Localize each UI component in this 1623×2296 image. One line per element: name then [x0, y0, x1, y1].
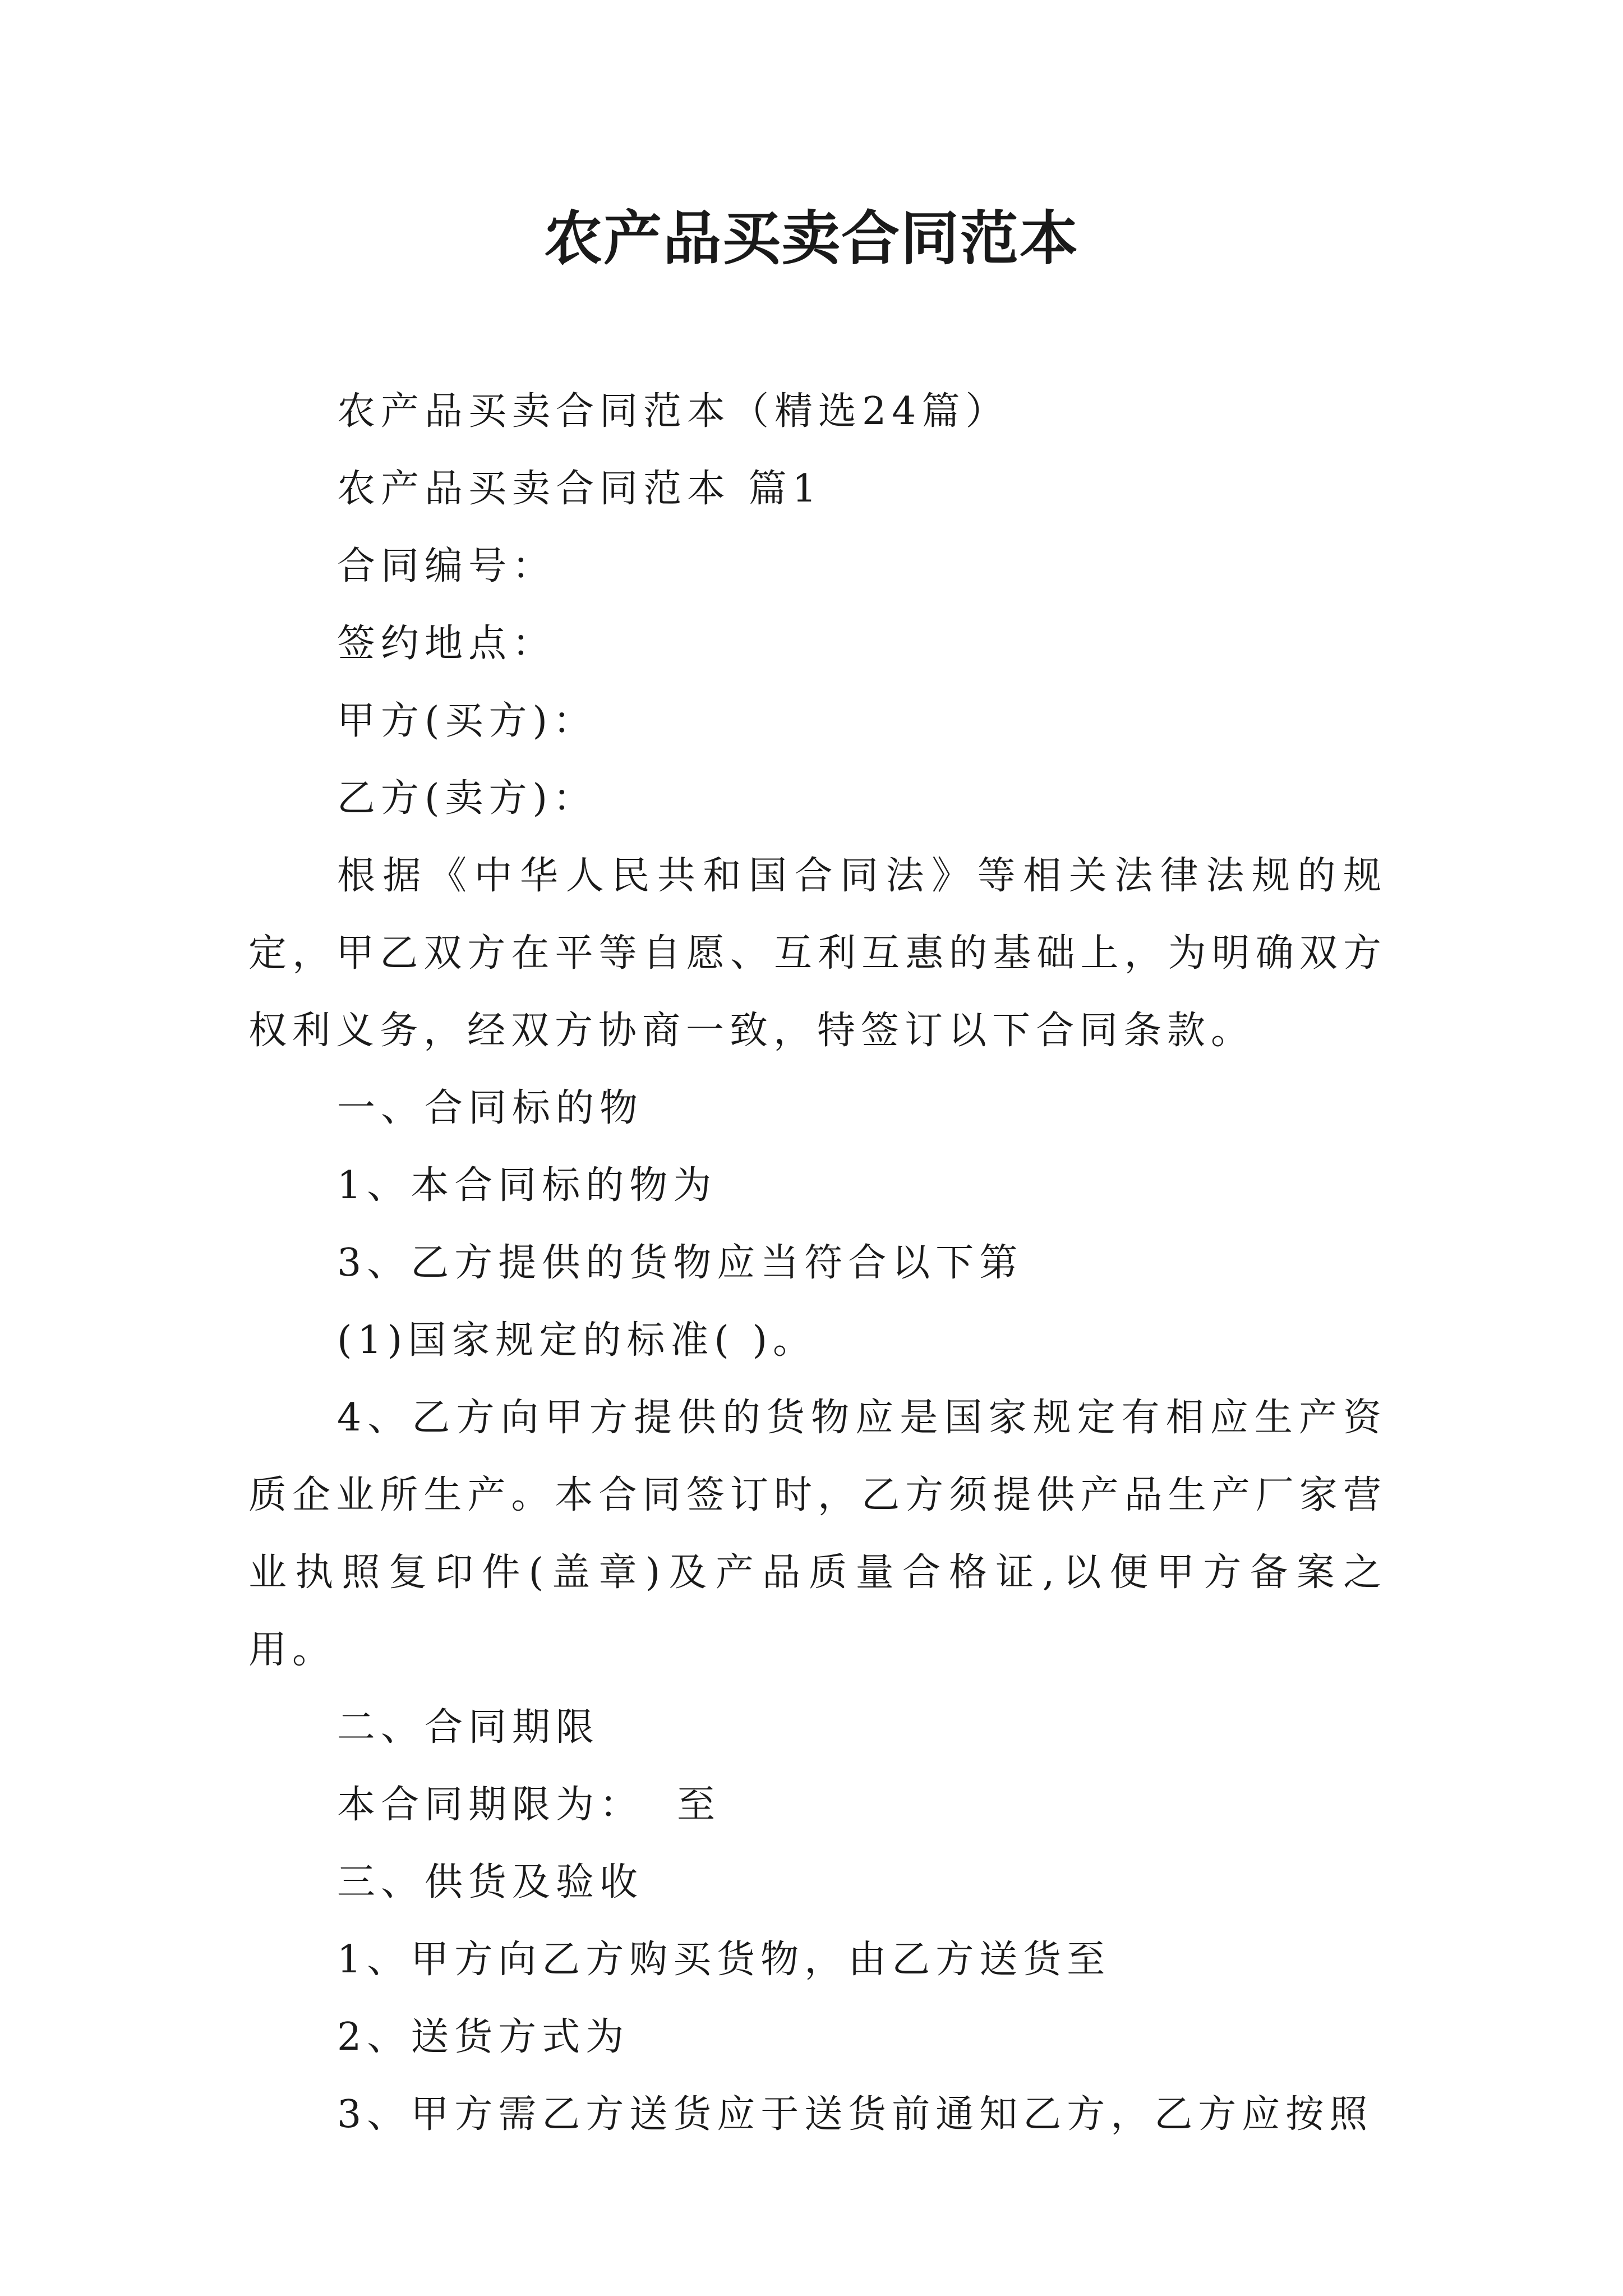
paragraph-preamble: 根据《中华人民共和国合同法》等相关法律法规的规定，甲乙双方在平等自愿、互利互惠的基础上，为明确双方权利义务，经双方协商一致，特签订以下合同条款。 [248, 854, 1387, 1053]
term-to: 至 [677, 1783, 721, 1827]
paragraph-clause: 2、送货方式为 [337, 2015, 630, 2059]
paragraph-clause: (1)国家规定的标准( )。 [337, 1318, 817, 1363]
paragraph-clause: 3、乙方提供的货物应当符合以下第 [337, 1241, 1023, 1285]
paragraph-party-b: 乙方(卖方)： [337, 776, 597, 821]
document-title: 农产品买卖合同范本 [543, 204, 1079, 273]
paragraph-section-heading: 农产品买卖合同范本 篇1 [337, 467, 822, 511]
paragraph-clause: 3、甲方需乙方送货应于送货前通知乙方，乙方应按照 [337, 2092, 1373, 2137]
document-body [248, 373, 1387, 2154]
paragraph-clause: 1、甲方向乙方购买货物，由乙方送货至 [337, 1938, 1111, 1982]
paragraph-clause: 4、乙方向甲方提供的货物应是国家规定有相应生产资质企业所生产。本合同签订时，乙方须提供产品生产厂家营业执照复印件(盖章)及产品质量合格证,以便甲方备案之用。 [248, 1396, 1387, 1672]
paragraph-heading-subject: 一、合同标的物 [337, 1086, 644, 1130]
paragraph-term [248, 1766, 1387, 1844]
paragraph-contract-number: 合同编号： [337, 544, 556, 588]
paragraph-party-a: 甲方(买方)： [337, 699, 597, 743]
paragraph-clause: 1、本合同标的物为 [337, 1163, 717, 1208]
paragraph-heading-delivery: 三、供货及验收 [337, 1860, 644, 1904]
paragraph-heading-term: 二、合同期限 [337, 1705, 600, 1750]
paragraph-signing-place: 签约地点： [337, 622, 556, 666]
paragraph-subtitle: 农产品买卖合同范本（精选24篇） [337, 389, 1009, 434]
term-label: 本合同期限为： [337, 1783, 644, 1827]
